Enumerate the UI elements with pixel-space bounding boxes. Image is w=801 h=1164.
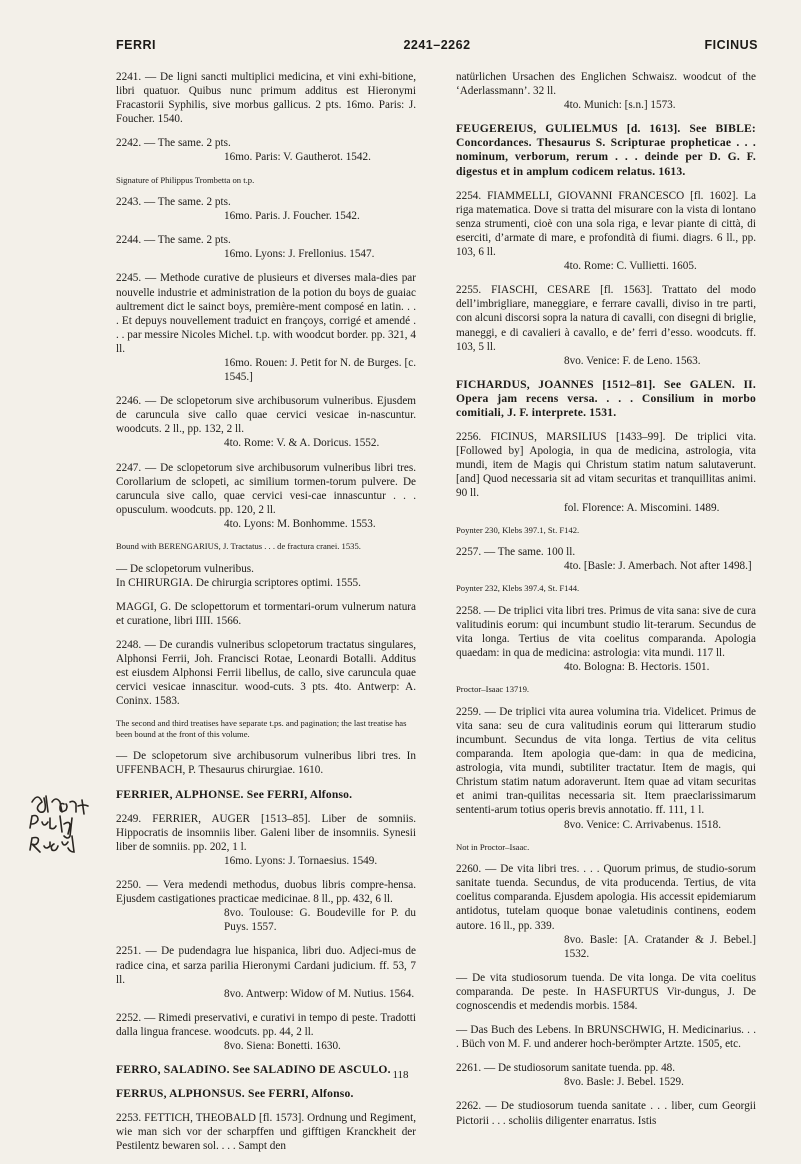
entry-text: Proctor–Isaac 13719. bbox=[456, 684, 530, 695]
catalog-entry bbox=[456, 189, 756, 274]
entry-text: 2258. — De triplici vita libri tres. Primus de vita sana: sive de cura valitudinis eorum: qui incumbunt studio lit-terarum. Secundus de vita longa. Tertius de vita coelitus comparanda. Apologia quaedam: in qua de medicina: astrologia: vita mundi. 117 ll. bbox=[456, 604, 756, 660]
right-column bbox=[456, 70, 756, 1138]
entry-text: Poynter 230, Klebs 397.1, St. F142. bbox=[456, 524, 580, 535]
entry-text: Signature of Philippus Trombetta on t.p. bbox=[116, 174, 255, 185]
entry-imprint: 16mo. Paris: V. Gautherot. 1542. bbox=[224, 151, 371, 164]
entry-imprint: 4to. Rome: C. Vullietti. 1605. bbox=[564, 260, 697, 273]
entry-text: 2250. — Vera medendi methodus, duobus libris compre-hensa. Ejusdem castigationes practicae medicinae. 8 ll., pp. 432, 6 ll. bbox=[116, 879, 416, 906]
entry-imprint: 8vo. Antwerp: Widow of M. Nutius. 1564. bbox=[224, 987, 415, 1000]
entry-text: 2244. — The same. 2 pts. bbox=[116, 234, 231, 247]
entry-text: MAGGI, G. De sclopettorum et tormentari-orum vulnerum natura et curatione, libri IIII. 1566. bbox=[116, 600, 416, 627]
entry-text: FERRO, SALADINO. See SALADINO DE ASCULO. bbox=[116, 1063, 391, 1077]
entry-imprint: 8vo. Siena: Bonetti. 1630. bbox=[224, 1039, 341, 1052]
catalog-entry bbox=[456, 70, 756, 112]
catalog-entry bbox=[456, 430, 756, 515]
entry-text: 2242. — The same. 2 pts. bbox=[116, 137, 231, 150]
entry-text: — De sclopetorum sive archibusorum vulneribus libri tres. In UFFENBACH, P. Thesaurus chirurgiae. 1610. bbox=[116, 750, 416, 777]
catalog-entry bbox=[116, 70, 416, 126]
entry-text: 2254. FIAMMELLI, GIOVANNI FRANCESCO [fl. 1602]. La riga matematica. Dove si tratta del misurare con la vista di lontano senza strumenti, cioè con una sola riga, e levar piante di città, di eserciti, d’armate di mare, e profondità di fiumi. diagrs. 6 ll., pp. 103, 6 ll. bbox=[456, 189, 756, 259]
entry-text: 2259. — De triplici vita aurea volumina tria. Videlicet. Primus de vita sana: seu de cura valitudinis eorum qui litterarum studio incumbunt. Secundus de vita longa. Tertius de vita celitus comparanda. Item apologia que-dam: in qua de medicina, astrologia, vita mundi, subtiliter tractatur. Item de magis, qui Christum statim natum adoraverunt. Item quae ad vitam securitas et animi tran-quilitas necessaria sit. Item praeclarissimarum sententi-arum totius operis brevis annotatio. ff. 111, 1 l. bbox=[456, 705, 756, 817]
entry-text: 2257. — The same. 100 ll. bbox=[456, 546, 576, 559]
entry-text: 2248. — De curandis vulneribus sclopetorum tractatus singulares, Alphonsi Ferrii, Joh. Francisci Rotae, Leonardi Botalli. Additus est eiusdem Alphonsi Ferrii libellus, de callo, sive caruncula quae cervici vesicae innascitur. wood-cuts. 3 pts. 4to. Antwerp: A. Coninx. 1583. bbox=[116, 638, 416, 708]
entry-text: 2241. — De ligni sancti multiplici medicina, et vini exhi-bitione, libri quatuor. Quibus nunc primum additus est Hieronymi Fracastorii Syphilis, sive morbus gallicus. 2 pts. 16mo. Paris: J. Foucher. 1540. bbox=[116, 71, 416, 126]
entry-imprint: 8vo. Basle: J. Bebel. 1529. bbox=[564, 1076, 684, 1089]
entry-imprint: 8vo. Venice: C. Arrivabenus. 1518. bbox=[564, 818, 722, 831]
catalog-entry bbox=[116, 136, 416, 164]
entry-text: 2251. — De pudendagra lue hispanica, libri duo. Adjeci-mus de radice cina, et sarza parilia Hieronymi Cardani judicium. ff. 53, 7 ll. bbox=[116, 945, 416, 986]
catalog-entry bbox=[116, 271, 416, 384]
entry-text: 2260. — De vita libri tres. . . . Quorum primus, de studio-sorum sanitate tuenda. Secundus, de vita producenda. Tertius, de vita coelitus comparanda. Ejusdem apologia. His accessit epidemiarum antidotus, tutelam quoque bonae valetudinis continens, eodem autore. 16 ll., pp. 339. bbox=[456, 863, 756, 932]
entry-text: 2243. — The same. 2 pts. bbox=[116, 196, 231, 209]
catalog-entry bbox=[116, 812, 416, 868]
entry-text: Not in Proctor–Isaac. bbox=[456, 841, 530, 852]
entry-imprint: 4to. Bologna: B. Hectoris. 1501. bbox=[564, 661, 710, 674]
catalog-entry bbox=[116, 1111, 416, 1153]
entry-text: 2246. — De sclopetorum sive archibusorum vulneribus. Ejusdem de caruncula sive callo quae cervici vesicae in-nascuntur. woodcuts. 2 ll., pp. 132, 2 ll. bbox=[116, 395, 416, 436]
entry-note bbox=[116, 541, 416, 552]
entry-text: FERRIER, ALPHONSE. See FERRI, Alfonso. bbox=[116, 787, 353, 801]
author-heading bbox=[456, 122, 756, 178]
entry-imprint: 4to. Rome: V. & A. Doricus. 1552. bbox=[224, 437, 380, 450]
header-right: FICINUS bbox=[704, 38, 758, 52]
catalog-entry bbox=[116, 944, 416, 1000]
catalog-entry bbox=[456, 971, 756, 1013]
entry-note bbox=[116, 175, 416, 186]
entry-imprint: fol. Florence: A. Miscomini. 1489. bbox=[564, 501, 720, 514]
catalog-entry bbox=[116, 394, 416, 450]
catalog-entry bbox=[456, 283, 756, 368]
entry-imprint: 8vo. Toulouse: G. Boudeville for P. du Puys. 1557. bbox=[224, 907, 416, 934]
catalog-entry bbox=[116, 562, 416, 590]
entry-text: — De vita studiosorum tuenda. De vita longa. De vita coelitus comparanda. De peste. In HASFURTUS Vir-dungus, J. De cognoscendis et medendis morbis. 1584. bbox=[456, 971, 756, 1012]
entry-text: 2256. FICINUS, MARSILIUS [1433–99]. De triplici vita. [Followed by] Apologia, in qua de medicina, astrologia, vita mundi, item de Magis qui Christum statim natum salutaverunt. [and] Quod necessaria sit ad vitam securitas et tranquillitas animi. 90 ll. bbox=[456, 431, 756, 500]
entry-imprint: 16mo. Lyons: J. Tornaesius. 1549. bbox=[224, 854, 378, 867]
entry-text: Bound with BERENGARIUS, J. Tractatus . . . de fractura cranei. 1535. bbox=[116, 541, 361, 552]
author-heading bbox=[116, 1087, 416, 1101]
entry-text: FEUGEREIUS, GULIELMUS [d. 1613]. See BIBLE: Concordances. Thesaurus S. Scripturae propheticae . . . nominum, verborum, rerum . . . deinde per D. G. F. digestus et in amplum codicem relatus. 1613. bbox=[456, 122, 756, 178]
entry-text: The second and third treatises have separate t.ps. and pagination; the last treatise has been bound at the front of this volume. bbox=[116, 718, 407, 739]
entry-text: — De sclopetorum vulneribus. In CHIRURGIA. De chirurgia scriptores optimi. 1555. bbox=[116, 562, 361, 589]
entry-text: Poynter 232, Klebs 397.4, St. F144. bbox=[456, 583, 580, 594]
entry-imprint: 4to. Munich: [s.n.] 1573. bbox=[564, 99, 676, 112]
entry-text: FERRUS, ALPHONSUS. See FERRI, Alfonso. bbox=[116, 1087, 354, 1101]
entry-text: 2253. FETTICH, THEOBALD [fl. 1573]. Ordnung und Regiment, wie man sich vor der scharpffen und gifftigen Kranckheit der Pestilentz bewaren sol. . . . Sampt den bbox=[116, 1112, 416, 1153]
entry-text: 2252. — Rimedi preservativi, e curativi in tempo di peste. Tradotti dalla lingua francese. woodcuts. pp. 44, 2 ll. bbox=[116, 1011, 416, 1038]
entry-note bbox=[456, 583, 756, 594]
entry-note bbox=[456, 684, 756, 695]
header-range: 2241–2262 bbox=[403, 38, 471, 52]
catalog-entry bbox=[116, 1011, 416, 1053]
catalog-entry bbox=[116, 233, 416, 261]
catalog-entry bbox=[456, 1099, 756, 1127]
handwritten-annotation bbox=[26, 788, 106, 860]
running-header bbox=[116, 38, 758, 58]
catalog-entry bbox=[456, 862, 756, 961]
catalog-entry bbox=[116, 195, 416, 223]
catalog-entry bbox=[456, 545, 756, 573]
catalog-entry bbox=[456, 705, 756, 832]
catalog-entry bbox=[116, 600, 416, 628]
entry-note bbox=[456, 525, 756, 536]
entry-text: 2247. — De sclopetorum sive archibusorum vulneribus libri tres. Corollarium de sclopeti, ac similium tormen-torum pulvere. De caruncula sive callo, quae cervici vesi-cae innascuntur . . . opusculum. woodcuts. pp. 120, 2 ll. bbox=[116, 461, 416, 516]
entry-text: natürlichen Ursachen des Englichen Schwaisz. woodcut of the ‘Aderlassmann’. 32 ll. bbox=[456, 71, 756, 98]
entry-imprint: 16mo. Rouen: J. Petit for N. de Burges. [c. 1545.] bbox=[224, 357, 416, 384]
entry-imprint: 8vo. Basle: [A. Cratander & J. Bebel.] 1532. bbox=[564, 933, 756, 960]
left-column bbox=[116, 70, 416, 1164]
entry-text: 2249. FERRIER, AUGER [1513–85]. Liber de somniis. Hippocratis de insomniis liber. Galeni liber de insomniis. Synesii liber de somniis. pp. 202, 1 l. bbox=[116, 812, 416, 853]
entry-imprint: 16mo. Paris. J. Foucher. 1542. bbox=[224, 210, 360, 223]
catalog-entry bbox=[116, 749, 416, 777]
catalog-entry bbox=[456, 1023, 756, 1051]
entry-note bbox=[116, 718, 416, 739]
catalog-entry bbox=[116, 461, 416, 531]
page-number: 118 bbox=[392, 1069, 409, 1081]
catalog-entry bbox=[116, 638, 416, 708]
entry-imprint: 4to. [Basle: J. Amerbach. Not after 1498.] bbox=[564, 560, 752, 573]
entry-note bbox=[456, 842, 756, 853]
entry-text: — Das Buch des Lebens. In BRUNSCHWIG, H. Medicinarius. . . . Büch von M. F. und anderer hoch-berömpter Artzte. 1505, etc. bbox=[456, 1024, 756, 1051]
entry-text: 2255. FIASCHI, CESARE [fl. 1563]. Trattato del modo dell’imbrigliare, maneggiare, e ferrare cavalli, diviso in tre parti, con alcuni discorsi sopra la natura di cavalli, con disegni di briglie, maneggi, e di cavalieri à cavallo, e de’ ferri d’esso. woodcuts. ff. 103, 5 ll. bbox=[456, 284, 756, 353]
entry-imprint: 4to. Lyons: M. Bonhomme. 1553. bbox=[224, 517, 376, 530]
entry-imprint: 8vo. Venice: F. de Leno. 1563. bbox=[564, 354, 701, 367]
header-left: FERRI bbox=[116, 38, 156, 52]
catalog-entry bbox=[456, 604, 756, 674]
entry-text: FICHARDUS, JOANNES [1512–81]. See GALEN. II. Opera jam recens versa. . . . Consilium in morbo comitiali, J. F. interprete. 1531. bbox=[456, 377, 756, 419]
author-heading bbox=[456, 378, 756, 420]
entry-imprint: 16mo. Lyons: J. Frellonius. 1547. bbox=[224, 248, 375, 261]
entry-text: 2261. — De studiosorum sanitate tuenda. pp. 48. bbox=[456, 1062, 676, 1075]
author-heading bbox=[116, 788, 416, 802]
catalog-entry bbox=[116, 878, 416, 934]
entry-text: 2262. — De studiosorum tuenda sanitate . . . liber, cum Georgii Pictorii . . . scholiis diligenter enarratus. Istis bbox=[456, 1100, 756, 1127]
entry-text: 2245. — Methode curative de plusieurs et diverses mala-dies par nouvelle industrie et administration de la potion du boys de guaiac aultrement dict le sainct boys, première-ment composé en latin. . . . Et depuys nouvellement traduict en françoys, corrigé et amendé . . . par messire Nicoles Michel. t.p. with woodcut border. pp. 321, 4 ll. bbox=[116, 272, 416, 355]
